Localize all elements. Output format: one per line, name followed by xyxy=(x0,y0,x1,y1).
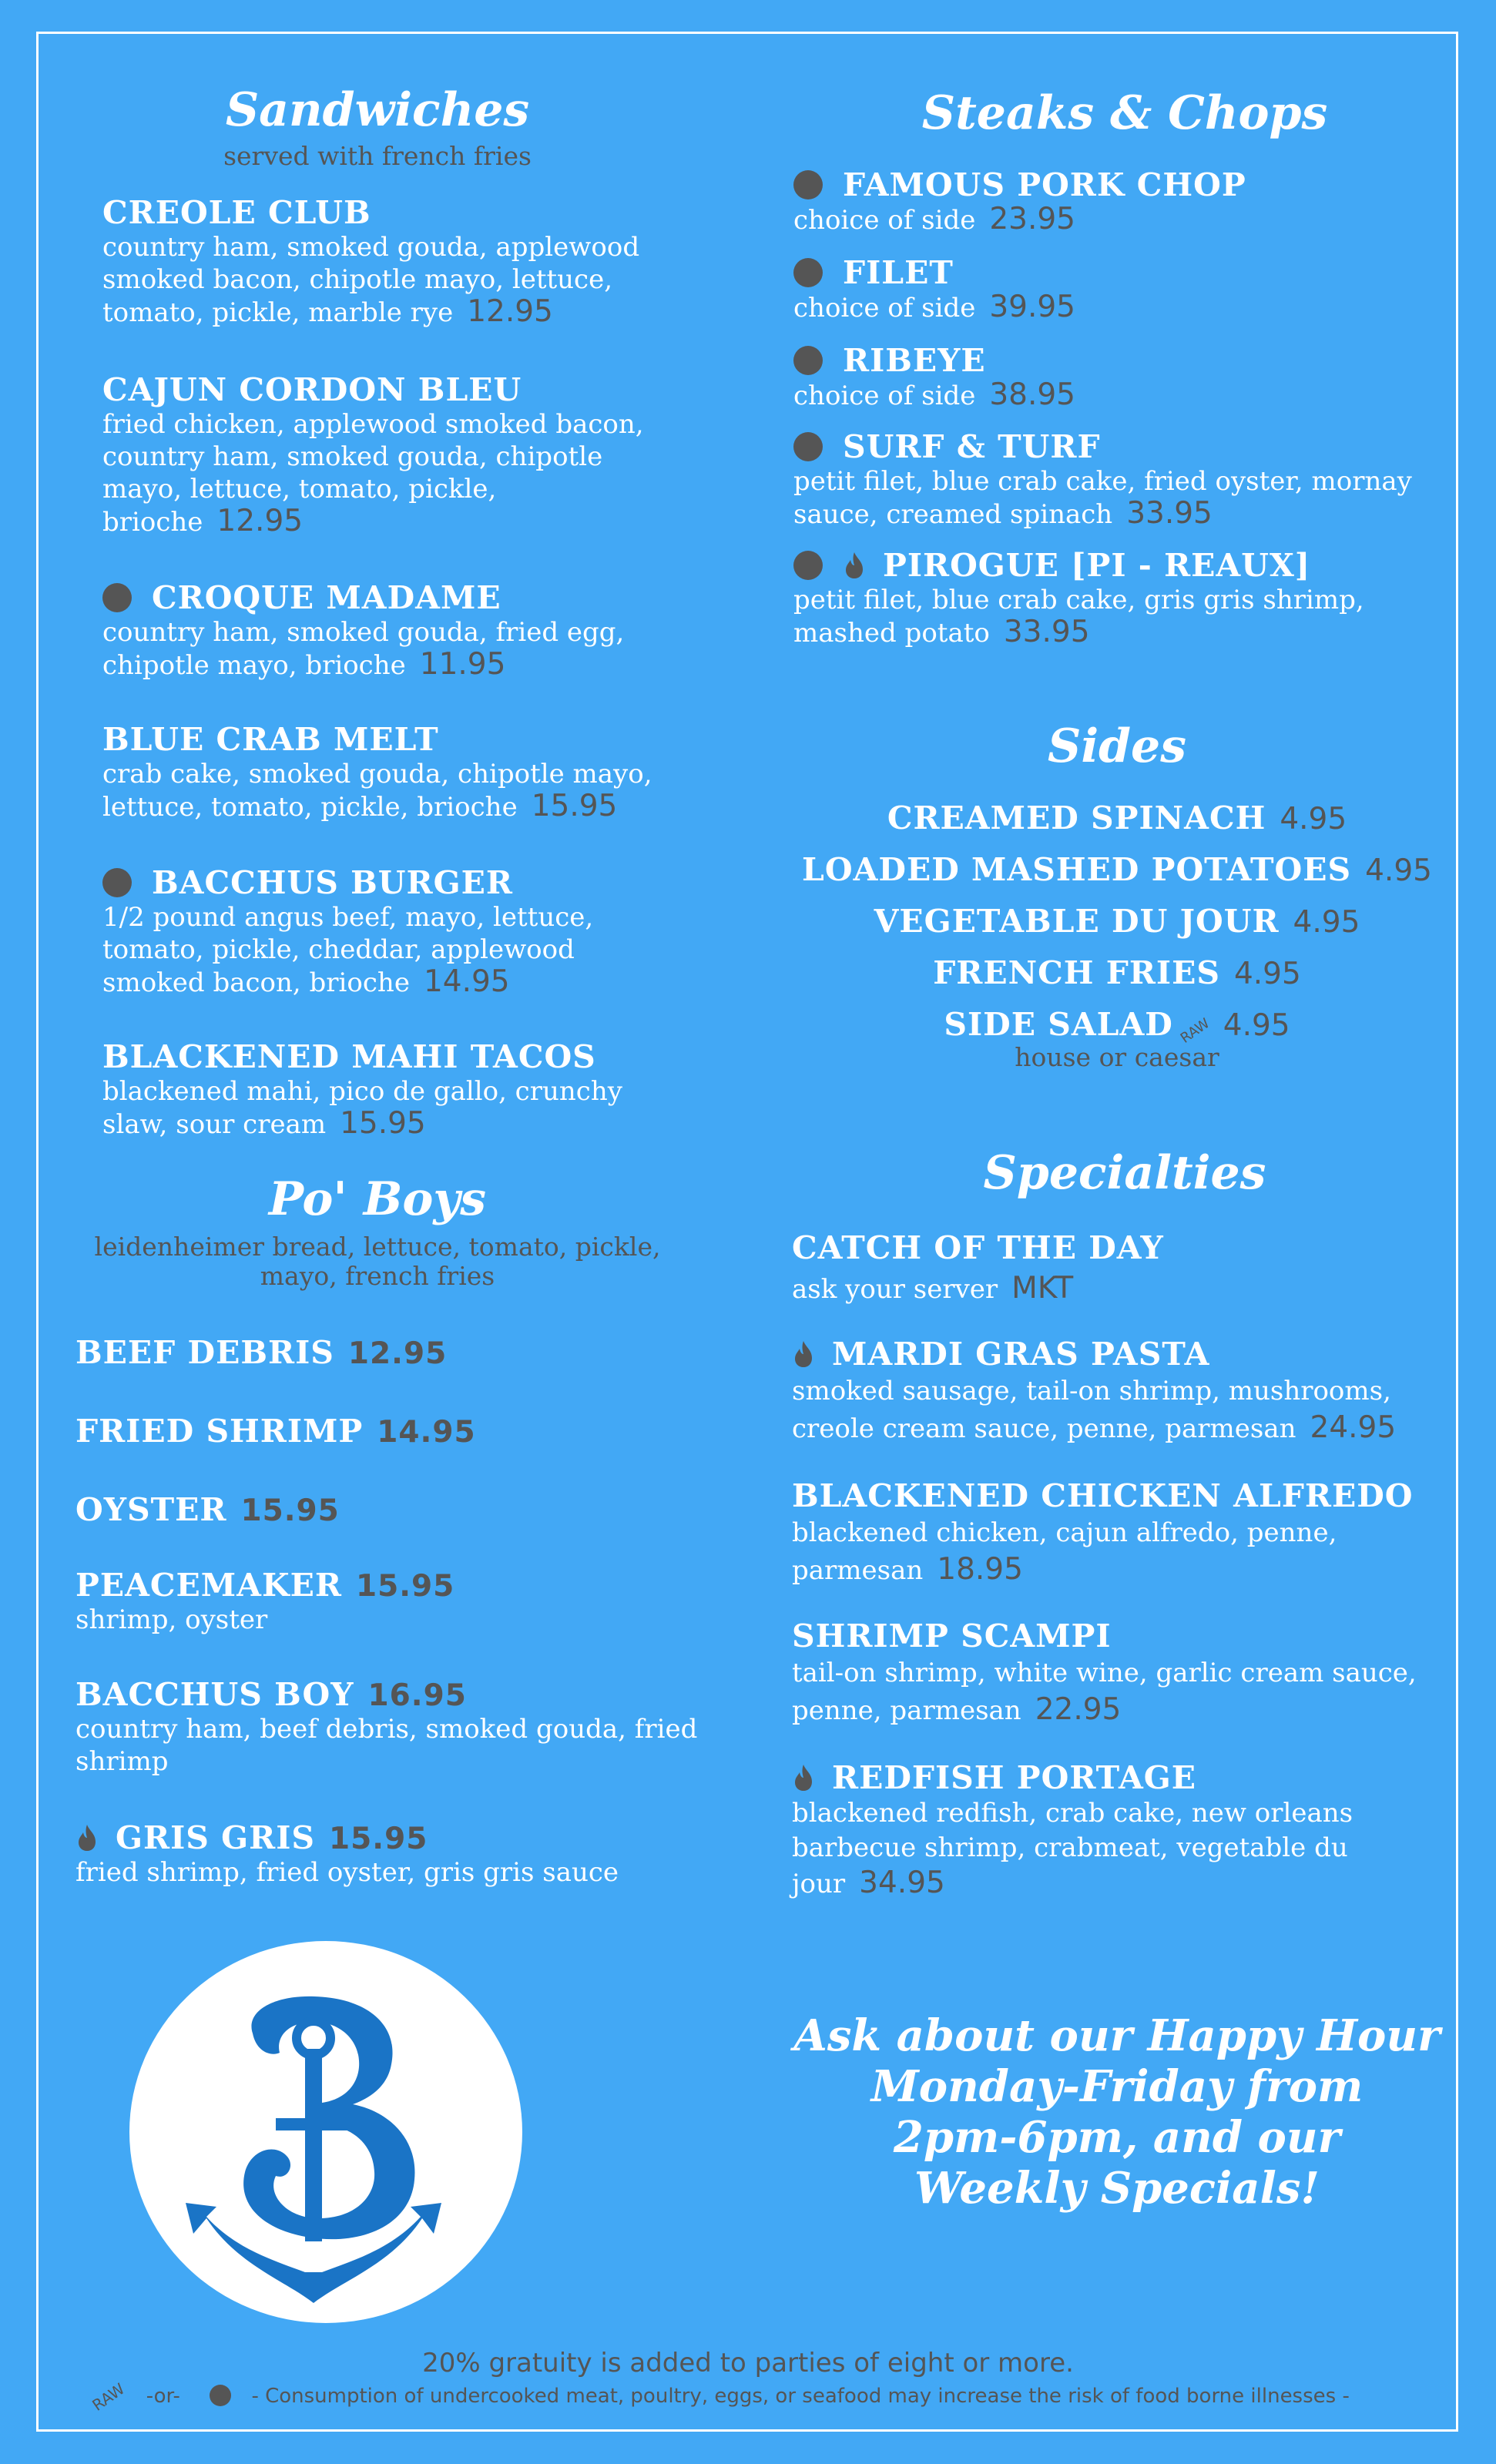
spicy-flame-icon xyxy=(75,1823,99,1852)
raw-label: RAW xyxy=(1177,1015,1213,1047)
item-price: 18.95 xyxy=(937,1552,1023,1587)
item-desc: country ham, smoked gouda, fried egg, chipotle mayo, brioche 11.95 xyxy=(102,617,625,682)
raw-dot-icon xyxy=(793,258,823,287)
item-desc: crab cake, smoked gouda, chipotle mayo, lettuce, tomato, pickle, brioche 15.95 xyxy=(102,759,652,823)
item-price: 14.95 xyxy=(423,964,510,999)
item-price: 38.95 xyxy=(989,377,1075,412)
item-name: BACCHUS BOY xyxy=(75,1676,354,1713)
item-name: FRIED SHRIMP xyxy=(75,1413,364,1450)
raw-dot-icon xyxy=(102,868,132,897)
menu-item-peacemaker xyxy=(75,1567,455,1636)
menu-item-fried-shrimp xyxy=(75,1413,476,1450)
spicy-flame-icon xyxy=(792,1763,815,1792)
item-price: 11.95 xyxy=(419,647,506,682)
menu-item-blackened-chicken-alfredo xyxy=(792,1477,1470,1589)
raw-dot-icon xyxy=(793,432,823,461)
item-desc: blackened redfish, crab cake, new orleans barbecue shrimp, crabmeat, vegetable du jour 34.95 xyxy=(792,1798,1353,1900)
item-price: 12.95 xyxy=(347,1336,448,1371)
logo-graphic xyxy=(129,1941,522,2323)
item-desc: country ham, beef debris, smoked gouda, fried shrimp xyxy=(75,1714,698,1777)
item-desc: shrimp, oyster xyxy=(75,1604,268,1635)
item-name: GRIS GRIS xyxy=(116,1819,316,1856)
item-name: BACCHUS BURGER xyxy=(152,864,513,901)
menu-item-redfish-portage xyxy=(792,1759,1470,1902)
steaks-heading: Steaks & Chops xyxy=(921,86,1328,140)
side-salad-note: house or caesar xyxy=(1015,1042,1219,1072)
item-name: FILET xyxy=(843,254,954,291)
item-name: CATCH OF THE DAY xyxy=(792,1229,1164,1266)
item-price: 33.95 xyxy=(1003,615,1090,649)
raw-label: RAW xyxy=(89,2379,129,2415)
item-desc: fried shrimp, fried oyster, gris gris sauce xyxy=(75,1857,619,1888)
side-item: VEGETABLE DU JOUR 4.95 xyxy=(874,903,1360,940)
item-name: PIROGUE [PI - REAUX] xyxy=(883,547,1311,584)
menu-item-bacchus-burger xyxy=(102,864,688,999)
item-name: RIBEYE xyxy=(843,342,986,379)
menu-item-mardi-gras-pasta xyxy=(792,1336,1470,1447)
menu-item-bacchus-boy xyxy=(75,1676,707,1778)
item-price: 24.95 xyxy=(1310,1410,1397,1445)
item-desc: choice of side 23.95 xyxy=(793,202,1075,236)
item-price: 12.95 xyxy=(467,294,553,329)
item-price: 15.95 xyxy=(355,1569,455,1604)
item-price: 14.95 xyxy=(377,1415,476,1450)
item-desc: petit filet, blue crab cake, fried oyster, mornay sauce, creamed spinach 33.95 xyxy=(793,466,1412,531)
happy-hour-promo: Ask about our Happy Hour Monday-Friday from 2pm-6pm, and our Weekly Specials! xyxy=(793,2010,1441,2214)
anchor-b-logo xyxy=(129,1941,522,2323)
item-price: 22.95 xyxy=(1035,1692,1122,1727)
item-name: BEEF DEBRIS xyxy=(75,1334,334,1371)
item-price: 33.95 xyxy=(1126,496,1213,531)
sides-heading: Sides xyxy=(1047,719,1187,773)
menu-item-croque-madame xyxy=(102,579,688,682)
raw-dot-icon xyxy=(793,346,823,375)
menu-item-blue-crab-melt xyxy=(102,721,688,823)
menu-item-ribeye xyxy=(793,342,1456,412)
item-desc: smoked sausage, tail-on shrimp, mushrooms, creole cream sauce, penne, parmesan 24.95 xyxy=(792,1376,1397,1445)
item-price: 16.95 xyxy=(367,1678,467,1713)
sides-list xyxy=(770,800,1464,1072)
item-name: SHRIMP SCAMPI xyxy=(792,1618,1112,1654)
side-item: SIDE SALAD RAW 4.95 xyxy=(944,1006,1290,1047)
item-name: CROQUE MADAME xyxy=(152,579,501,616)
item-desc: blackened chicken, cajun alfredo, penne, parmesan 18.95 xyxy=(792,1517,1337,1587)
item-desc: country ham, smoked gouda, applewood smoked bacon, chipotle mayo, lettuce, tomato, pickle, marble rye 12.95 xyxy=(102,232,640,329)
menu-item-oyster xyxy=(75,1491,340,1528)
item-price: 15.95 xyxy=(329,1822,428,1856)
menu-item-gris-gris xyxy=(75,1819,707,1889)
item-price: 15.95 xyxy=(340,1106,426,1141)
poboys-subtitle: leidenheimer bread, lettuce, tomato, pickle, mayo, french fries xyxy=(94,1232,661,1291)
raw-dot-icon xyxy=(793,551,823,580)
item-price: 39.95 xyxy=(989,290,1075,324)
raw-dot-icon xyxy=(793,170,823,199)
menu-item-catch-of-the-day xyxy=(792,1229,1470,1306)
item-name: BLACKENED CHICKEN ALFREDO xyxy=(792,1477,1414,1514)
menu-item-pirogue xyxy=(793,547,1471,649)
menu-item-cajun-cordon-bleu xyxy=(102,371,688,538)
item-desc: tail-on shrimp, white wine, garlic cream sauce, penne, parmesan 22.95 xyxy=(792,1658,1417,1727)
item-desc: petit filet, blue crab cake, gris gris shrimp, mashed potato 33.95 xyxy=(793,585,1364,649)
poboys-heading: Po' Boys xyxy=(268,1172,487,1226)
spicy-flame-icon xyxy=(792,1339,815,1369)
item-price: 34.95 xyxy=(859,1866,945,1900)
side-item: FRENCH FRIES 4.95 xyxy=(933,954,1301,991)
menu-item-beef-debris xyxy=(75,1334,447,1371)
item-name: PEACEMAKER xyxy=(75,1567,342,1604)
gratuity-note: 20% gratuity is added to parties of eight or more. xyxy=(422,2348,1074,2379)
or-separator: -or- xyxy=(146,2385,180,2408)
menu-item-filet xyxy=(793,254,1456,324)
item-price: 15.95 xyxy=(531,789,618,823)
item-name: SURF & TURF xyxy=(843,428,1101,465)
raw-dot-icon xyxy=(102,583,132,612)
item-price: 23.95 xyxy=(989,202,1075,236)
menu-item-famous-pork-chop xyxy=(793,166,1456,236)
item-name: BLACKENED MAHI TACOS xyxy=(102,1038,596,1075)
item-name: CREOLE CLUB xyxy=(102,194,371,231)
item-desc: choice of side 39.95 xyxy=(793,290,1075,324)
item-desc: 1/2 pound angus beef, mayo, lettuce, tomato, pickle, cheddar, applewood smoked bacon, brioche 14.95 xyxy=(102,902,594,999)
menu-item-surf-and-turf xyxy=(793,428,1471,531)
item-name: CAJUN CORDON BLEU xyxy=(102,371,522,408)
menu-item-shrimp-scampi xyxy=(792,1618,1470,1729)
item-desc: fried chicken, applewood smoked bacon, country ham, smoked gouda, chipotle mayo, lettuce, tomato, pickle, brioche 12.95 xyxy=(102,409,644,538)
consumption-warning xyxy=(85,2379,1350,2415)
item-desc: blackened mahi, pico de gallo, crunchy slaw, sour cream 15.95 xyxy=(102,1076,622,1141)
item-price: MKT xyxy=(1011,1271,1074,1306)
menu-item-blackened-mahi-tacos xyxy=(102,1038,688,1141)
item-name: REDFISH PORTAGE xyxy=(832,1759,1197,1796)
specialties-heading: Specialties xyxy=(983,1146,1266,1200)
spicy-flame-icon xyxy=(843,551,866,580)
item-desc: choice of side 38.95 xyxy=(793,377,1075,412)
item-price: 12.95 xyxy=(216,504,304,538)
item-price: 15.95 xyxy=(240,1493,340,1528)
menu-item-creole-club xyxy=(102,194,688,329)
warning-text: - Consumption of undercooked meat, poultry, eggs, or seafood may increase the risk of food borne illnesses - xyxy=(251,2385,1350,2408)
sandwiches-subtitle: served with french fries xyxy=(223,141,532,171)
side-item: CREAMED SPINACH 4.95 xyxy=(887,800,1347,836)
side-item: LOADED MASHED POTATOES 4.95 xyxy=(802,851,1432,888)
item-name: MARDI GRAS PASTA xyxy=(832,1336,1210,1373)
item-name: FAMOUS PORK CHOP xyxy=(843,166,1246,203)
item-desc: ask your server MKT xyxy=(792,1271,1074,1306)
item-name: BLUE CRAB MELT xyxy=(102,721,439,758)
item-name: OYSTER xyxy=(75,1491,227,1528)
sandwiches-heading: Sandwiches xyxy=(225,83,530,137)
raw-dot-icon xyxy=(210,2385,231,2406)
